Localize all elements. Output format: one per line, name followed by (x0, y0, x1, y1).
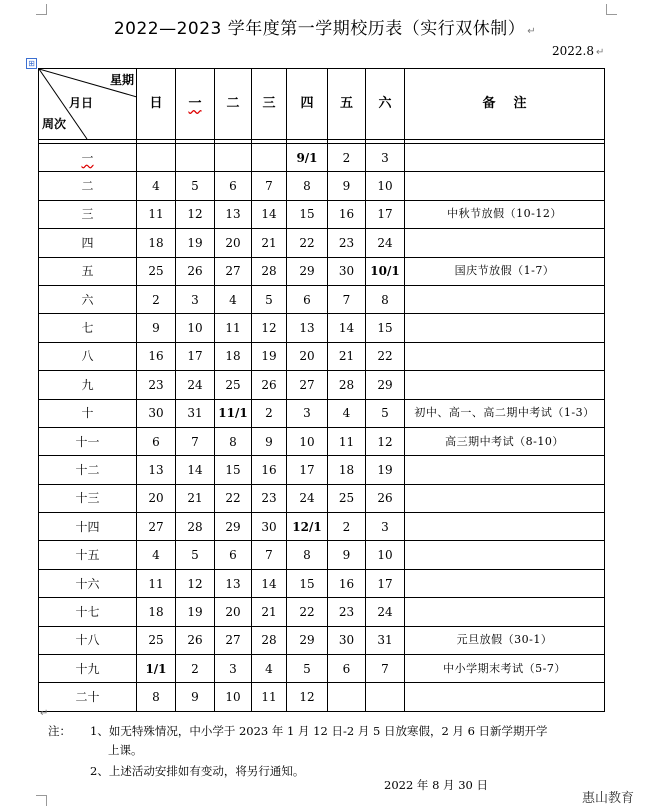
date-cell-wed: 7 (252, 172, 287, 200)
date-cell-fri: 7 (328, 285, 366, 313)
date-cell-tue: 13 (215, 200, 252, 228)
date-cell-mon: 9 (176, 683, 215, 711)
date-cell-wed: 11 (252, 683, 287, 711)
calendar-body (39, 140, 605, 712)
date-cell-sat: 10 (366, 172, 405, 200)
date-cell-mon (176, 144, 215, 172)
date-cell-thu: 8 (287, 172, 328, 200)
date-cell-thu: 13 (287, 314, 328, 342)
week-row (39, 427, 605, 455)
remark-cell (405, 342, 605, 370)
week-row (39, 399, 605, 427)
week-number-cell: 十三 (39, 484, 137, 512)
corner-label-week: 星期 (109, 73, 134, 87)
date-cell-mon: 5 (176, 172, 215, 200)
date-cell-thu: 10 (287, 427, 328, 455)
week-row (39, 314, 605, 342)
date-cell-sun (137, 144, 176, 172)
day-header-mon-text: 一 (188, 96, 202, 111)
date-cell-tue: 29 (215, 513, 252, 541)
date-cell-mon: 14 (176, 456, 215, 484)
remark-cell (405, 541, 605, 569)
date-cell-sun: 18 (137, 229, 176, 257)
week-number-text: 一 (81, 150, 94, 165)
date-cell-sun: 23 (137, 371, 176, 399)
date-cell-wed: 2 (252, 399, 287, 427)
date-cell-thu: 12/1 (287, 513, 328, 541)
header-row (39, 69, 605, 140)
date-cell-sat: 29 (366, 371, 405, 399)
date-cell-fri: 21 (328, 342, 366, 370)
date-cell-thu: 17 (287, 456, 328, 484)
remark-cell (405, 229, 605, 257)
remark-cell (405, 683, 605, 711)
date-cell-sat: 24 (366, 598, 405, 626)
day-header-wed: 三 (252, 69, 287, 140)
top-date (552, 44, 604, 58)
date-cell-tue: 6 (215, 172, 252, 200)
paragraph-mark: ↵ (527, 26, 537, 37)
date-cell-tue (215, 144, 252, 172)
date-cell-sat: 15 (366, 314, 405, 342)
date-cell-wed: 16 (252, 456, 287, 484)
week-row (39, 569, 605, 597)
date-cell-sat: 24 (366, 229, 405, 257)
week-row (39, 144, 605, 172)
week-number-cell: 十四 (39, 513, 137, 541)
date-cell-fri: 18 (328, 456, 366, 484)
date-cell-wed: 26 (252, 371, 287, 399)
date-cell-fri: 23 (328, 598, 366, 626)
date-cell-wed: 19 (252, 342, 287, 370)
date-cell-wed: 28 (252, 257, 287, 285)
remark-header: 备 注 (405, 69, 605, 140)
week-row (39, 371, 605, 399)
date-cell-mon: 10 (176, 314, 215, 342)
source-watermark: 惠山教育 (566, 788, 650, 809)
week-number-cell: 三 (39, 200, 137, 228)
date-cell-fri: 9 (328, 541, 366, 569)
date-cell-sat: 17 (366, 200, 405, 228)
date-cell-tue: 4 (215, 285, 252, 313)
date-cell-wed: 23 (252, 484, 287, 512)
date-cell-wed: 14 (252, 569, 287, 597)
date-cell-mon: 3 (176, 285, 215, 313)
remark-cell: 元旦放假（30-1） (405, 626, 605, 654)
date-cell-sat: 7 (366, 655, 405, 683)
week-number-cell: 十二 (39, 456, 137, 484)
remark-cell: 初中、高一、高二期中考试（1-3） (405, 399, 605, 427)
week-row (39, 484, 605, 512)
date-cell-tue: 25 (215, 371, 252, 399)
date-cell-mon: 28 (176, 513, 215, 541)
date-cell-fri: 11 (328, 427, 366, 455)
remark-cell: 高三期中考试（8-10） (405, 427, 605, 455)
week-row (39, 172, 605, 200)
date-cell-fri: 6 (328, 655, 366, 683)
page-corner-mark (36, 795, 47, 806)
date-cell-thu: 9/1 (287, 144, 328, 172)
week-row (39, 200, 605, 228)
date-cell-sat (366, 683, 405, 711)
date-cell-sat: 12 (366, 427, 405, 455)
date-cell-tue: 20 (215, 229, 252, 257)
date-cell-mon: 5 (176, 541, 215, 569)
date-cell-wed: 30 (252, 513, 287, 541)
remark-cell (405, 598, 605, 626)
note-item-2: 2、上述活动安排如有变动，将另行通知。 (90, 764, 305, 778)
date-cell-sun: 4 (137, 541, 176, 569)
week-number-cell: 五 (39, 257, 137, 285)
date-cell-thu: 22 (287, 598, 328, 626)
week-row (39, 683, 605, 711)
date-cell-fri: 2 (328, 513, 366, 541)
week-number-cell: 十九 (39, 655, 137, 683)
date-cell-fri: 16 (328, 569, 366, 597)
date-cell-tue: 15 (215, 456, 252, 484)
date-cell-mon: 12 (176, 200, 215, 228)
title-text: 2022—2023 学年度第一学期校历表（实行双休制） (113, 19, 526, 39)
week-row (39, 229, 605, 257)
day-header-mon (176, 69, 215, 140)
date-cell-sun: 6 (137, 427, 176, 455)
date-cell-mon: 24 (176, 371, 215, 399)
day-header-sat: 六 (366, 69, 405, 140)
day-header-thu: 四 (287, 69, 328, 140)
date-cell-thu: 6 (287, 285, 328, 313)
top-date-text: 2022.8 (552, 44, 594, 58)
date-cell-fri: 30 (328, 257, 366, 285)
date-cell-sun: 25 (137, 257, 176, 285)
week-row (39, 541, 605, 569)
date-cell-tue: 6 (215, 541, 252, 569)
date-cell-mon: 19 (176, 229, 215, 257)
date-cell-sun: 13 (137, 456, 176, 484)
date-cell-thu: 12 (287, 683, 328, 711)
date-cell-sun: 11 (137, 569, 176, 597)
corner-label-cycle: 周次 (42, 117, 67, 131)
date-cell-sat: 3 (366, 144, 405, 172)
date-cell-thu: 3 (287, 399, 328, 427)
date-cell-sat: 31 (366, 626, 405, 654)
week-row (39, 342, 605, 370)
week-number-cell: 十 (39, 399, 137, 427)
date-cell-sun: 27 (137, 513, 176, 541)
notes-date: 2022 年 8 月 30 日 (384, 778, 488, 792)
date-cell-sun: 20 (137, 484, 176, 512)
date-cell-thu: 22 (287, 229, 328, 257)
date-cell-wed: 12 (252, 314, 287, 342)
day-header-fri: 五 (328, 69, 366, 140)
date-cell-thu: 20 (287, 342, 328, 370)
date-cell-tue: 27 (215, 257, 252, 285)
date-cell-sun: 30 (137, 399, 176, 427)
date-cell-sun: 2 (137, 285, 176, 313)
date-cell-fri (328, 683, 366, 711)
date-cell-wed: 4 (252, 655, 287, 683)
remark-cell (405, 569, 605, 597)
date-cell-sun: 11 (137, 200, 176, 228)
week-number-cell: 十六 (39, 569, 137, 597)
remark-cell (405, 172, 605, 200)
date-cell-wed: 21 (252, 598, 287, 626)
week-number-cell: 十八 (39, 626, 137, 654)
date-cell-sat: 17 (366, 569, 405, 597)
week-number-cell: 十七 (39, 598, 137, 626)
remark-cell (405, 513, 605, 541)
week-number-cell: 十五 (39, 541, 137, 569)
date-cell-sat: 3 (366, 513, 405, 541)
week-number-cell: 四 (39, 229, 137, 257)
date-cell-sun: 25 (137, 626, 176, 654)
date-cell-wed (252, 144, 287, 172)
date-cell-mon: 31 (176, 399, 215, 427)
date-cell-wed: 21 (252, 229, 287, 257)
week-number-cell (39, 144, 137, 172)
date-cell-tue: 11/1 (215, 399, 252, 427)
date-cell-wed: 9 (252, 427, 287, 455)
date-cell-sun: 1/1 (137, 655, 176, 683)
calendar-table (38, 68, 605, 712)
week-number-cell: 七 (39, 314, 137, 342)
table-move-handle-icon[interactable]: ⊞ (26, 58, 37, 69)
paragraph-mark: ↵ (40, 708, 49, 719)
remark-cell: 中秋节放假（10-12） (405, 200, 605, 228)
date-cell-fri: 28 (328, 371, 366, 399)
corner-label-date: 月日 (69, 96, 94, 110)
week-number-cell: 十一 (39, 427, 137, 455)
date-cell-tue: 20 (215, 598, 252, 626)
date-cell-tue: 8 (215, 427, 252, 455)
paragraph-mark: ↵ (596, 47, 605, 58)
date-cell-thu: 5 (287, 655, 328, 683)
date-cell-sat: 22 (366, 342, 405, 370)
diagonal-header-cell (39, 69, 137, 140)
date-cell-thu: 15 (287, 569, 328, 597)
date-cell-fri: 14 (328, 314, 366, 342)
date-cell-sun: 16 (137, 342, 176, 370)
date-cell-sat: 10 (366, 541, 405, 569)
week-number-cell: 二十 (39, 683, 137, 711)
date-cell-sat: 10/1 (366, 257, 405, 285)
date-cell-sun: 18 (137, 598, 176, 626)
date-cell-tue: 3 (215, 655, 252, 683)
remark-cell: 中小学期末考试（5-7） (405, 655, 605, 683)
date-cell-tue: 13 (215, 569, 252, 597)
date-cell-fri: 2 (328, 144, 366, 172)
remark-cell (405, 144, 605, 172)
date-cell-tue: 10 (215, 683, 252, 711)
date-cell-fri: 9 (328, 172, 366, 200)
date-cell-wed: 14 (252, 200, 287, 228)
week-number-cell: 八 (39, 342, 137, 370)
note-item-1: 1、如无特殊情况，中小学于 2023 年 1 月 12 日-2 月 5 日放寒假，2 月 6 日新学期开学 (90, 724, 548, 738)
notes-label: 注： (48, 724, 71, 738)
date-cell-thu: 29 (287, 257, 328, 285)
date-cell-tue: 22 (215, 484, 252, 512)
remark-cell (405, 285, 605, 313)
date-cell-sat: 5 (366, 399, 405, 427)
week-row (39, 257, 605, 285)
date-cell-mon: 19 (176, 598, 215, 626)
date-cell-thu: 15 (287, 200, 328, 228)
date-cell-mon: 12 (176, 569, 215, 597)
week-row (39, 513, 605, 541)
date-cell-fri: 25 (328, 484, 366, 512)
date-cell-mon: 26 (176, 626, 215, 654)
date-cell-thu: 24 (287, 484, 328, 512)
date-cell-sat: 19 (366, 456, 405, 484)
date-cell-thu: 29 (287, 626, 328, 654)
date-cell-thu: 8 (287, 541, 328, 569)
date-cell-fri: 4 (328, 399, 366, 427)
week-row (39, 285, 605, 313)
week-number-cell: 二 (39, 172, 137, 200)
remark-cell (405, 484, 605, 512)
date-cell-sun: 9 (137, 314, 176, 342)
remark-cell (405, 314, 605, 342)
week-row (39, 456, 605, 484)
week-row (39, 655, 605, 683)
week-number-cell: 九 (39, 371, 137, 399)
date-cell-mon: 7 (176, 427, 215, 455)
date-cell-fri: 23 (328, 229, 366, 257)
week-number-cell: 六 (39, 285, 137, 313)
date-cell-wed: 5 (252, 285, 287, 313)
date-cell-fri: 16 (328, 200, 366, 228)
date-cell-thu: 27 (287, 371, 328, 399)
date-cell-tue: 11 (215, 314, 252, 342)
remark-cell: 国庆节放假（1-7） (405, 257, 605, 285)
date-cell-tue: 18 (215, 342, 252, 370)
date-cell-wed: 7 (252, 541, 287, 569)
date-cell-fri: 30 (328, 626, 366, 654)
day-header-sun: 日 (137, 69, 176, 140)
week-row (39, 626, 605, 654)
date-cell-sun: 4 (137, 172, 176, 200)
day-header-tue: 二 (215, 69, 252, 140)
remark-cell (405, 371, 605, 399)
week-row (39, 598, 605, 626)
date-cell-sat: 26 (366, 484, 405, 512)
date-cell-sat: 8 (366, 285, 405, 313)
date-cell-mon: 26 (176, 257, 215, 285)
page-title (0, 14, 650, 39)
date-cell-mon: 2 (176, 655, 215, 683)
remark-cell (405, 456, 605, 484)
date-cell-mon: 21 (176, 484, 215, 512)
date-cell-sun: 8 (137, 683, 176, 711)
note-item-1-continued: 上课。 (108, 743, 143, 757)
date-cell-mon: 17 (176, 342, 215, 370)
date-cell-tue: 27 (215, 626, 252, 654)
date-cell-wed: 28 (252, 626, 287, 654)
